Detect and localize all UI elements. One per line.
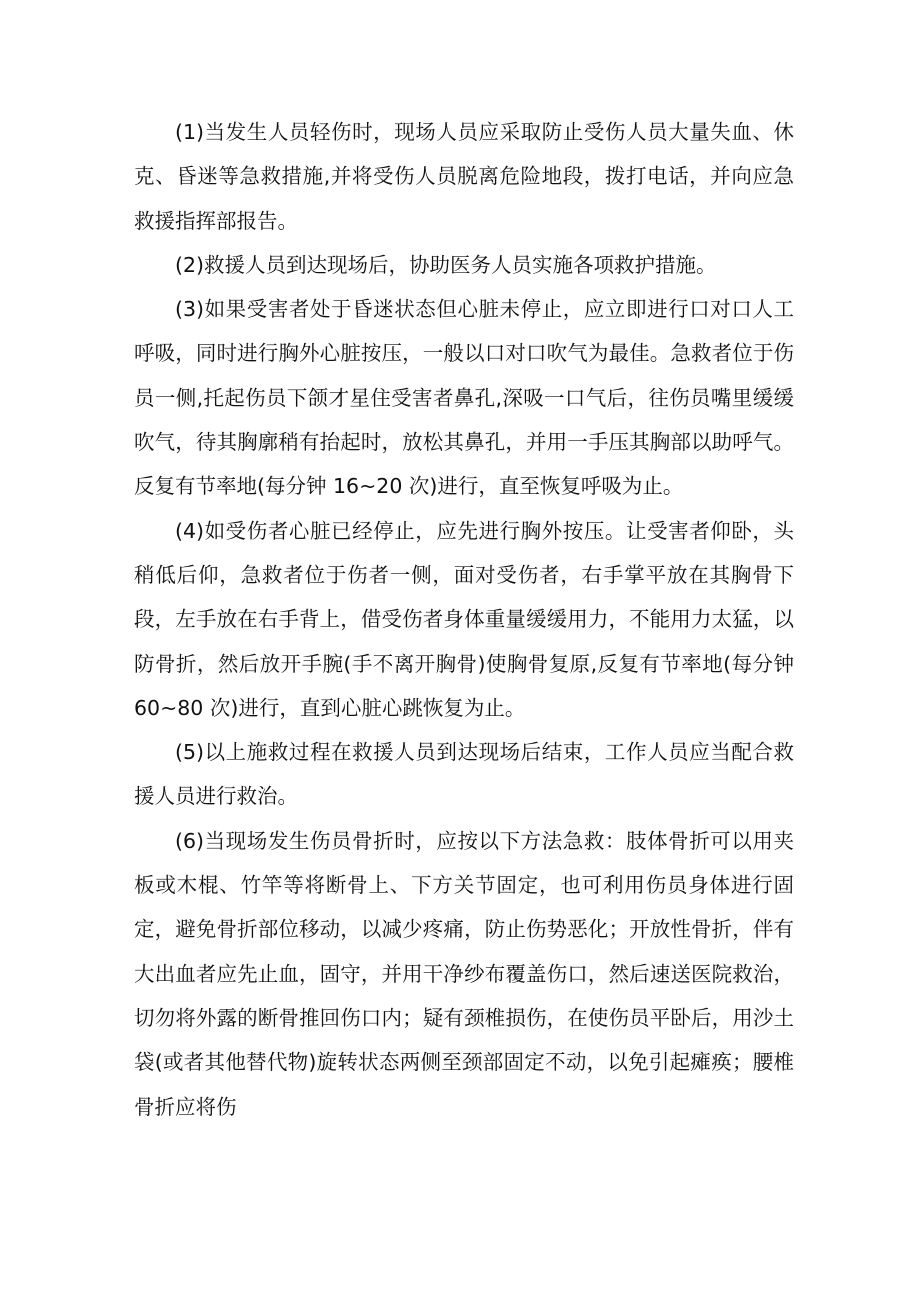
paragraph-6: (6)当现场发生伤员骨折时，应按以下方法急救：肢体骨折可以用夹板或木棍、竹竿等将断骨上、下方关节固定，也可利用伤员身体进行固定，避免骨折部位移动，以减少疼痛，防止伤势恶化；开放性骨折，伴有大出血者应先止血，固守，并用干净纱布覆盖伤口，然后速送医院救治，切勿将外露的断骨推回伤口内；疑有颈椎损伤，在使伤员平卧后，用沙土袋(或者其他替代物)旋转状态两侧至颈部固定不动，以免引起瘫痪；腰椎骨折应将伤 bbox=[134, 828, 794, 1119]
paragraph-3: (3)如果受害者处于昏迷状态但心脏未停止，应立即进行口对口人工呼吸，同时进行胸外心脏按压，一般以口对口吹气为最佳。急救者位于伤员一侧,托起伤员下颌才星住受害者鼻孔,深吸一口气后，往伤员嘴里缓缓吹气，待其胸廓稍有抬起时，放松其鼻孔，并用一手压其胸部以助呼气。反复有节率地(每分钟 16~20 次)进行，直至恢复呼吸为止。 bbox=[134, 297, 794, 499]
paragraph-5: (5)以上施救过程在救援人员到达现场后结束，工作人员应当配合救援人员进行救治。 bbox=[134, 740, 794, 809]
document-body bbox=[134, 110, 794, 1129]
paragraph-4: (4)如受伤者心脏已经停止，应先进行胸外按压。让受害者仰卧，头稍低后仰，急救者位于伤者一侧，面对受伤者，右手掌平放在其胸骨下段，左手放在右手背上，借受伤者身体重量缓缓用力，不能用力太猛，以防骨折，然后放开手腕(手不离开胸骨)使胸骨复原,反复有节率地(每分钟 60~80 次)进行，直到心脏心跳恢复为止。 bbox=[134, 518, 794, 720]
paragraph-2: (2)救援人员到达现场后，协助医务人员实施各项救护措施。 bbox=[175, 252, 717, 277]
paragraph-1: (1)当发生人员轻伤时，现场人员应采取防止受伤人员大量失血、休克、昏迷等急救措施,并将受伤人员脱离危险地段，拨打电话，并向应急救援指挥部报告。 bbox=[134, 120, 794, 233]
